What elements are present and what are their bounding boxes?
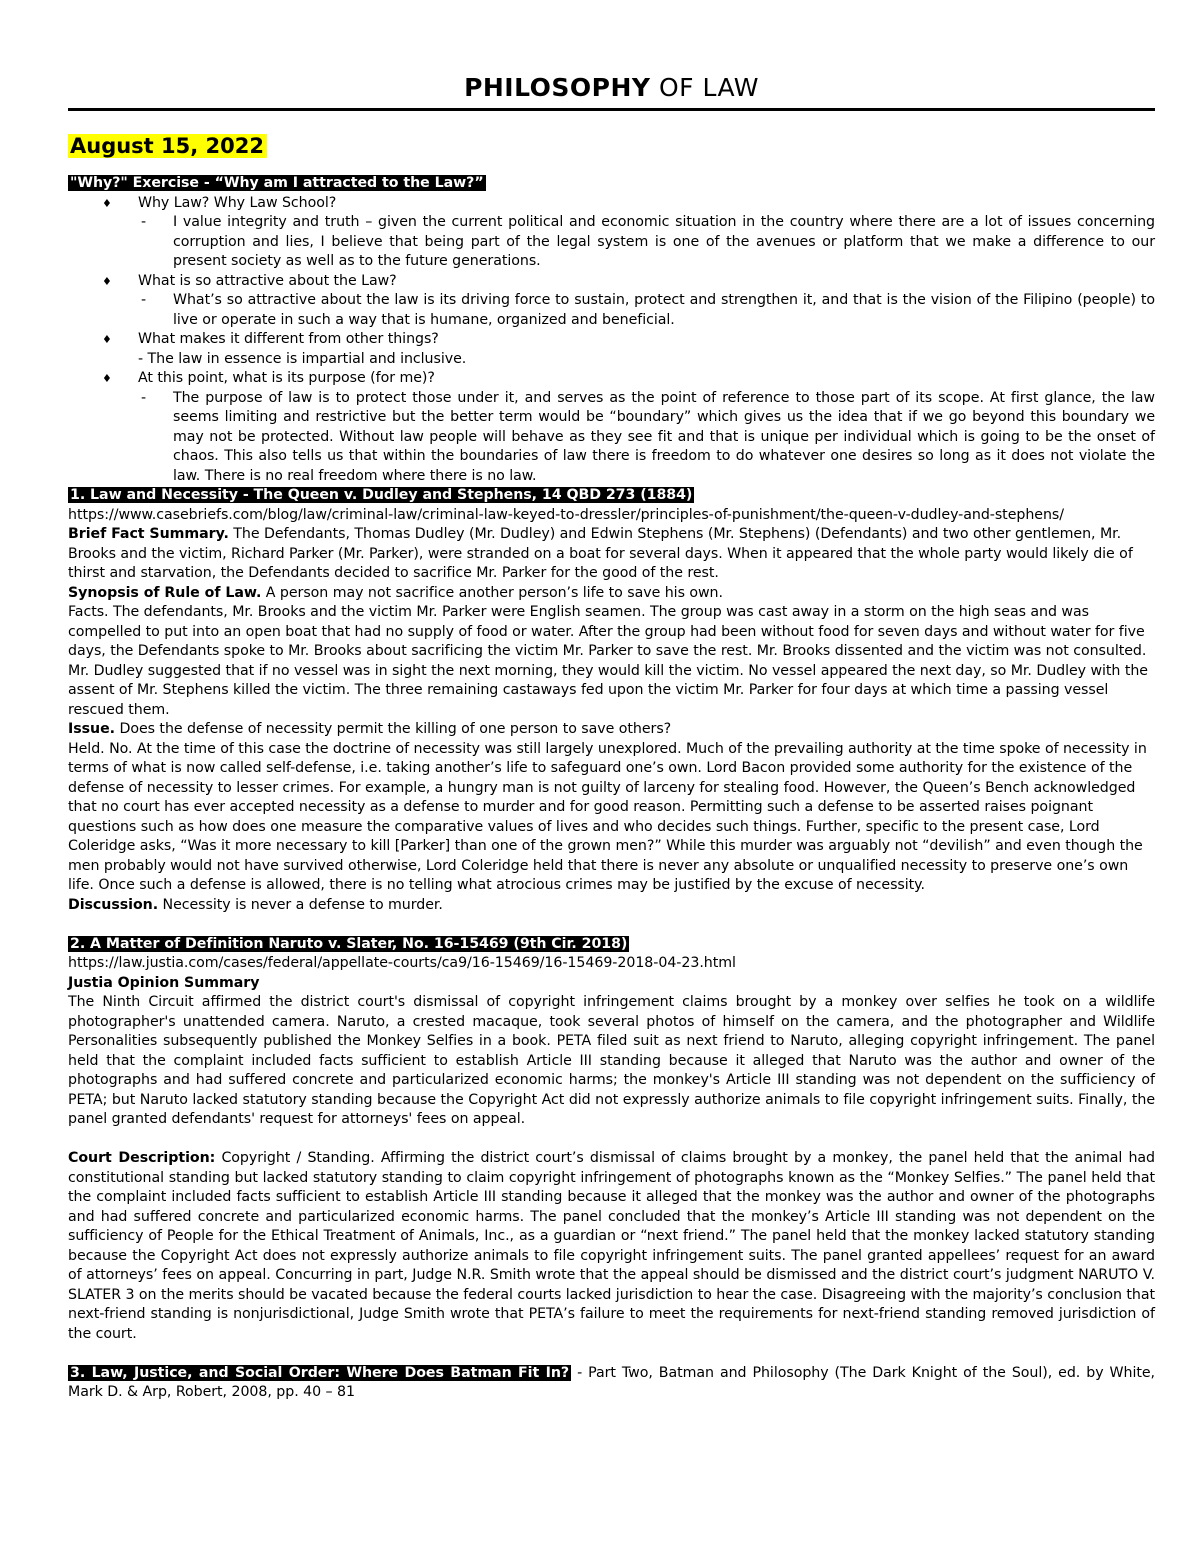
case2-summary: The Ninth Circuit affirmed the district court's dismissal of copyright infringement claims brought by a monkey over selfies he took on a wildlife photographer's unattended camera. Naruto, a crested macaque, took several photos of himself on the camera, and the photographer and Wildlife Personalities subsequently published the Monkey Selfies in a book. PETA filed suit as next friend to Naruto, alleging copyright infringement. The panel held that the complaint included facts sufficient to establish Article III standing because it alleged that Naruto was the author and owner of the photographs and had suffered concrete and particularized economic harms; the monkey's Article III standing was not dependent on the sufficiency of PETA; but Naruto lacked statutory standing because the Copyright Act did not expressly authorize animals to file copyright infringement suits. Finally, the panel granted defendants' request for attorneys' fees on appeal. <box>68 994 1155 1127</box>
case1-heading: 1. Law and Necessity - The Queen v. Dudley and Stephens, 14 QBD 273 (1884) <box>70 487 693 503</box>
exercise-question: ♦ What makes it different from other things? <box>138 331 439 347</box>
exercise-answer: - I value integrity and truth – given the current political and economic situation in the country where there are a lot of issues concerning corruption and lies, I believe that being part of the legal system is one of the avenues or platform that we make a difference to our present society as well as to the future generations. <box>68 213 1155 272</box>
case1-issue: Issue. Does the defense of necessity permit the killing of one person to save others? <box>68 721 672 737</box>
case1-section <box>68 486 1155 915</box>
case2-summary-label: Justia Opinion Summary <box>68 974 260 991</box>
case1-facts: Facts. The defendants, Mr. Brooks and the victim Mr. Parker were English seamen. The group was cast away in a storm on the high seas and was compelled to put into an open boat that had no supply of food or water. After the group had been without food for seven days and without water for five days, the Defendants spoke to Mr. Brooks about sacrificing the victim Mr. Parker to save the rest. Mr. Brooks dissented and the victim was not consulted. Mr. Dudley suggested that if no vessel was in sight the next morning, they would kill the victim. No vessel appeared the next day, so Mr. Dudley with the assent of Mr. Stephens killed the victim. The three remaining castaways fed upon the victim Mr. Parker for four days at which time a passing vessel rescued them. <box>68 604 1148 718</box>
case2-link[interactable]: https://law.justia.com/cases/federal/appellate-courts/ca9/16-15469/16-15469-2018-04-23.html <box>68 955 736 971</box>
case1-synopsis: Synopsis of Rule of Law. A person may not sacrifice another person’s life to save his own. <box>68 584 723 601</box>
exercise-answer: - The law in essence is impartial and inclusive. <box>138 350 467 367</box>
case1-link[interactable]: https://www.casebriefs.com/blog/law/criminal-law/criminal-law-keyed-to-dressler/principles-of-punishment/the-queen-v-dudley-and-stephens/ <box>68 506 1064 523</box>
exercise-item <box>68 330 1155 369</box>
exercise-answer: - The purpose of law is to protect those under it, and serves as the point of reference to those part of its scope. At first glance, the law seems limiting and restrictive but the better term would be “boundary” which gives us the idea that if we go beyond this boundary we may not be protected. Without law people will behave as they see fit and that is unique per individual which is going to be the onset of chaos. This also tells us that within the boundaries of law there is freedom to do whatever one desires so long as it does not violate the law. There is no real freedom where there is no law. <box>68 389 1155 487</box>
exercise-item <box>68 272 1155 331</box>
exercise-heading <box>68 174 1155 194</box>
exercise-question: ♦ What is so attractive about the Law? <box>138 272 397 289</box>
page-title <box>68 72 1155 104</box>
exercise-answer: - What’s so attractive about the law is its driving force to sustain, protect and strengthen it, and that is the vision of the Filipino (people) to live or operate in such a way that is humane, organized and beneficial. <box>68 291 1155 330</box>
exercise-heading-highlight: "Why?" Exercise - “Why am I attracted to the Law?” <box>70 175 484 191</box>
case1-brief: Brief Fact Summary. The Defendants, Thomas Dudley (Mr. Dudley) and Edwin Stephens (Mr. Stephens) (Defendants) and two other gentlemen, Mr. Brooks and the victim, Richard Parker (Mr. Parker), were stranded on a boat for several days. When it appeared that the whole party would likely die of thirst and starvation, the Defendants decided to sacrifice Mr. Parker for the good of the rest. <box>68 526 1133 581</box>
exercise-question: ♦ At this point, what is its purpose (for me)? <box>138 370 435 386</box>
case1-discussion: Discussion. Necessity is never a defense to murder. <box>68 896 443 913</box>
document-page <box>68 0 1155 1403</box>
case3-heading: 3. Law, Justice, and Social Order: Where Does Batman Fit In? <box>70 1364 570 1381</box>
exercise-item <box>68 194 1155 272</box>
case3-section <box>68 1364 1155 1403</box>
title-bold: PHILOSOPHY <box>464 73 651 102</box>
case2-heading: 2. A Matter of Definition Naruto v. Slater, No. 16-15469 (9th Cir. 2018) <box>70 935 628 952</box>
case2-section <box>68 935 1155 1345</box>
title-divider <box>68 108 1155 111</box>
exercise-item <box>68 369 1155 486</box>
case1-held: Held. No. At the time of this case the doctrine of necessity was still largely unexplored. Much of the prevailing authority at the time spoke of necessity in terms of what is now called self-defense, i.e. taking another’s life to safeguard one’s own. Lord Bacon provided some authority for the existence of the defense of necessity to lesser crimes. For example, a hungry man is not guilty of larceny for stealing food. However, the Queen’s Bench acknowledged that no court has ever accepted necessity as a defense to murder and for good reason. Permitting such a defense to be asserted raises poignant questions such as how does one measure the comparative values of lives and who decides such things. Further, specific to the present case, Lord Coleridge asks, “Was it more necessary to kill [Parker] than one of the grown men?” While this murder was arguably not “devilish” and even though the men probably would not have survived otherwise, Lord Coleridge held that there is never any absolute or unqualified necessity to preserve one’s own life. Once such a defense is allowed, there is no telling what atrocious crimes may be justified by the excuse of necessity. <box>68 740 1147 893</box>
case2-court-description: Court Description: Copyright / Standing. Affirming the district court’s dismissal of claims brought by a monkey, the panel held that the animal had constitutional standing but lacked statutory standing to claim copyright infringement of photographs known as the “Monkey Selfies.” The panel held that the complaint included facts sufficient to establish Article III standing because it alleged that the monkey was the author and owner of the photographs and had suffered concrete and particularized economic harms. The panel concluded that the monkey’s Article III standing was not dependent on the sufficiency of People for the Ethical Treatment of Animals, Inc., as a guardian or “next friend.” The panel held that the monkey lacked statutory standing because the Copyright Act does not expressly authorize animals to file copyright infringement suits. The panel granted appellees’ request for an award of attorneys’ fees on appeal. Concurring in part, Judge N.R. Smith wrote that the appeal should be dismissed and the district court’s judgment NARUTO V. SLATER 3 on the merits should be vacated because the federal courts lacked jurisdiction to hear the case. Disagreeing with the majority’s conclusion that next-friend standing is nonjurisdictional, Judge Smith wrote that PETA’s failure to meet the requirements for next-friend standing removed jurisdiction of the court. <box>68 1150 1155 1342</box>
date-highlight: August 15, 2022 <box>68 134 267 158</box>
title-rest: OF LAW <box>650 73 759 102</box>
date-heading <box>68 133 1155 160</box>
exercise-list <box>68 194 1155 487</box>
case3-citation: - Part Two, Batman and Philosophy (The Dark Knight of the Soul), ed. by White, Mark D. & Arp, Robert, 2008, pp. 40 – 81 <box>68 1364 1155 1400</box>
exercise-question: ♦ Why Law? Why Law School? <box>138 194 337 211</box>
